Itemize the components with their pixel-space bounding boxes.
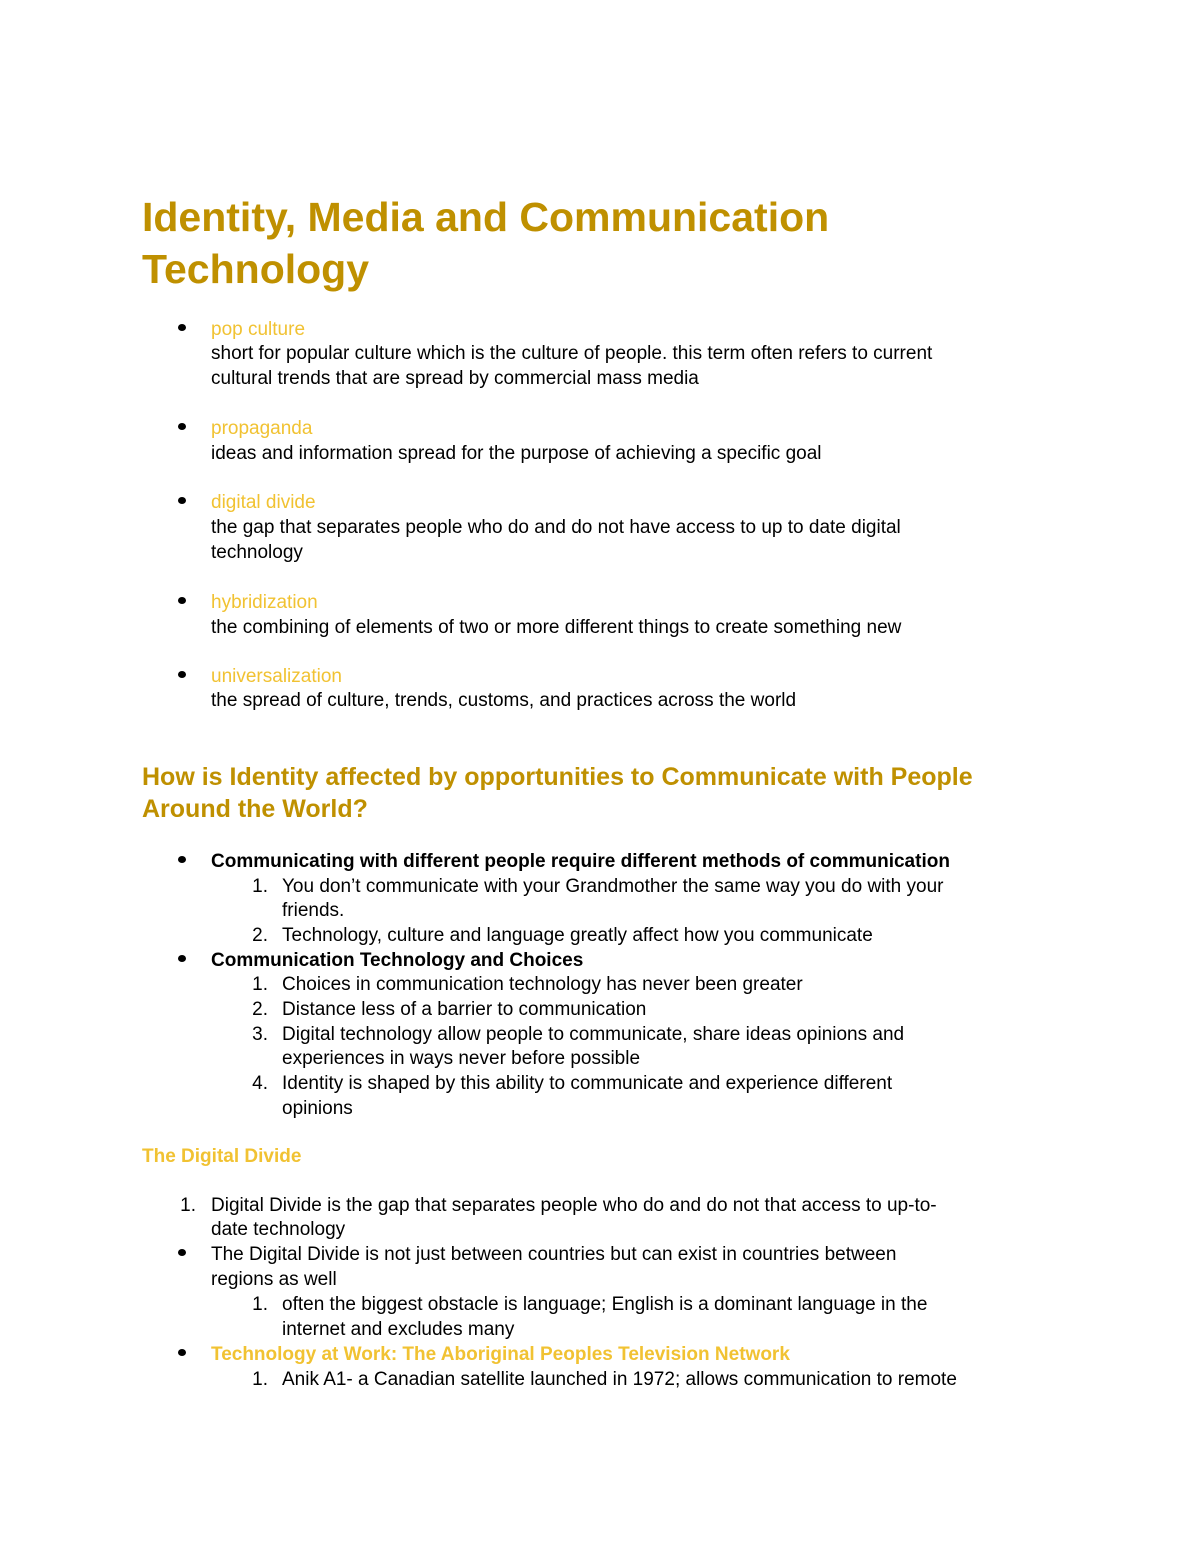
list-number: 4. xyxy=(252,1073,268,1094)
list-number: 1. xyxy=(252,974,268,995)
list-number: 1. xyxy=(252,1294,268,1315)
list-item: Identity is shaped by this ability to communicate and experience different xyxy=(282,1073,893,1094)
list-item: regions as well xyxy=(211,1269,337,1290)
bullet-icon xyxy=(178,955,186,962)
list-item: date technology xyxy=(211,1219,346,1240)
list-item-heading: Technology at Work: The Aboriginal Peoples Television Network xyxy=(211,1344,790,1365)
list-number: 1. xyxy=(252,876,268,897)
glossary-definition: short for popular culture which is the culture of people. this term often refers to current xyxy=(211,343,933,364)
list-item: Choices in communication technology has never been greater xyxy=(282,974,803,995)
list-item: opinions xyxy=(282,1098,353,1119)
glossary-definition: the gap that separates people who do and do not have access to up to date digital xyxy=(211,517,901,538)
glossary-term: hybridization xyxy=(211,592,318,613)
list-number: 1. xyxy=(252,1369,268,1390)
bullet-icon xyxy=(178,856,186,863)
section-heading-line1: How is Identity affected by opportunities to Communicate with People xyxy=(142,763,973,791)
bullet-icon xyxy=(178,324,186,331)
glossary-definition: the spread of culture, trends, customs, and practices across the world xyxy=(211,690,797,711)
list-number: 2. xyxy=(252,925,268,946)
glossary-definition: ideas and information spread for the purpose of achieving a specific goal xyxy=(211,443,822,464)
page-title-line2: Technology xyxy=(142,246,370,292)
list-item: often the biggest obstacle is language; English is a dominant language in the xyxy=(282,1294,928,1315)
page-title-line1: Identity, Media and Communication xyxy=(142,194,830,240)
glossary-definition: cultural trends that are spread by commercial mass media xyxy=(211,368,699,389)
list-item-heading: Communicating with different people require different methods of communication xyxy=(211,851,950,872)
list-number: 2. xyxy=(252,999,268,1020)
bullet-icon xyxy=(178,497,186,504)
glossary-term: universalization xyxy=(211,666,342,687)
list-item: Digital Divide is the gap that separates people who do and do not that access to up-to- xyxy=(211,1195,937,1216)
list-item: Digital technology allow people to communicate, share ideas opinions and xyxy=(282,1024,905,1045)
bullet-icon xyxy=(178,423,186,430)
list-item: Technology, culture and language greatly affect how you communicate xyxy=(282,925,873,946)
list-item: You don’t communicate with your Grandmother the same way you do with your xyxy=(282,876,944,897)
list-item: The Digital Divide is not just between countries but can exist in countries between xyxy=(211,1244,897,1265)
glossary-term: digital divide xyxy=(211,492,316,513)
list-item-heading: Communication Technology and Choices xyxy=(211,950,584,971)
glossary-term: pop culture xyxy=(211,319,306,340)
list-item: Distance less of a barrier to communication xyxy=(282,999,647,1020)
bullet-icon xyxy=(178,671,186,678)
list-number: 3. xyxy=(252,1024,268,1045)
list-number: 1. xyxy=(180,1195,196,1216)
bullet-icon xyxy=(178,597,186,604)
bullet-icon xyxy=(178,1349,186,1356)
list-item: experiences in ways never before possible xyxy=(282,1048,641,1069)
bullet-icon xyxy=(178,1249,186,1256)
glossary-term: propaganda xyxy=(211,418,313,439)
glossary-definition: technology xyxy=(211,542,303,563)
glossary-definition: the combining of elements of two or more different things to create something new xyxy=(211,617,902,638)
section-heading-line2: Around the World? xyxy=(142,795,368,823)
list-item: Anik A1- a Canadian satellite launched in 1972; allows communication to remote xyxy=(282,1369,957,1390)
list-item: internet and excludes many xyxy=(282,1319,515,1340)
list-item: friends. xyxy=(282,900,345,921)
subsection-heading: The Digital Divide xyxy=(142,1146,302,1167)
